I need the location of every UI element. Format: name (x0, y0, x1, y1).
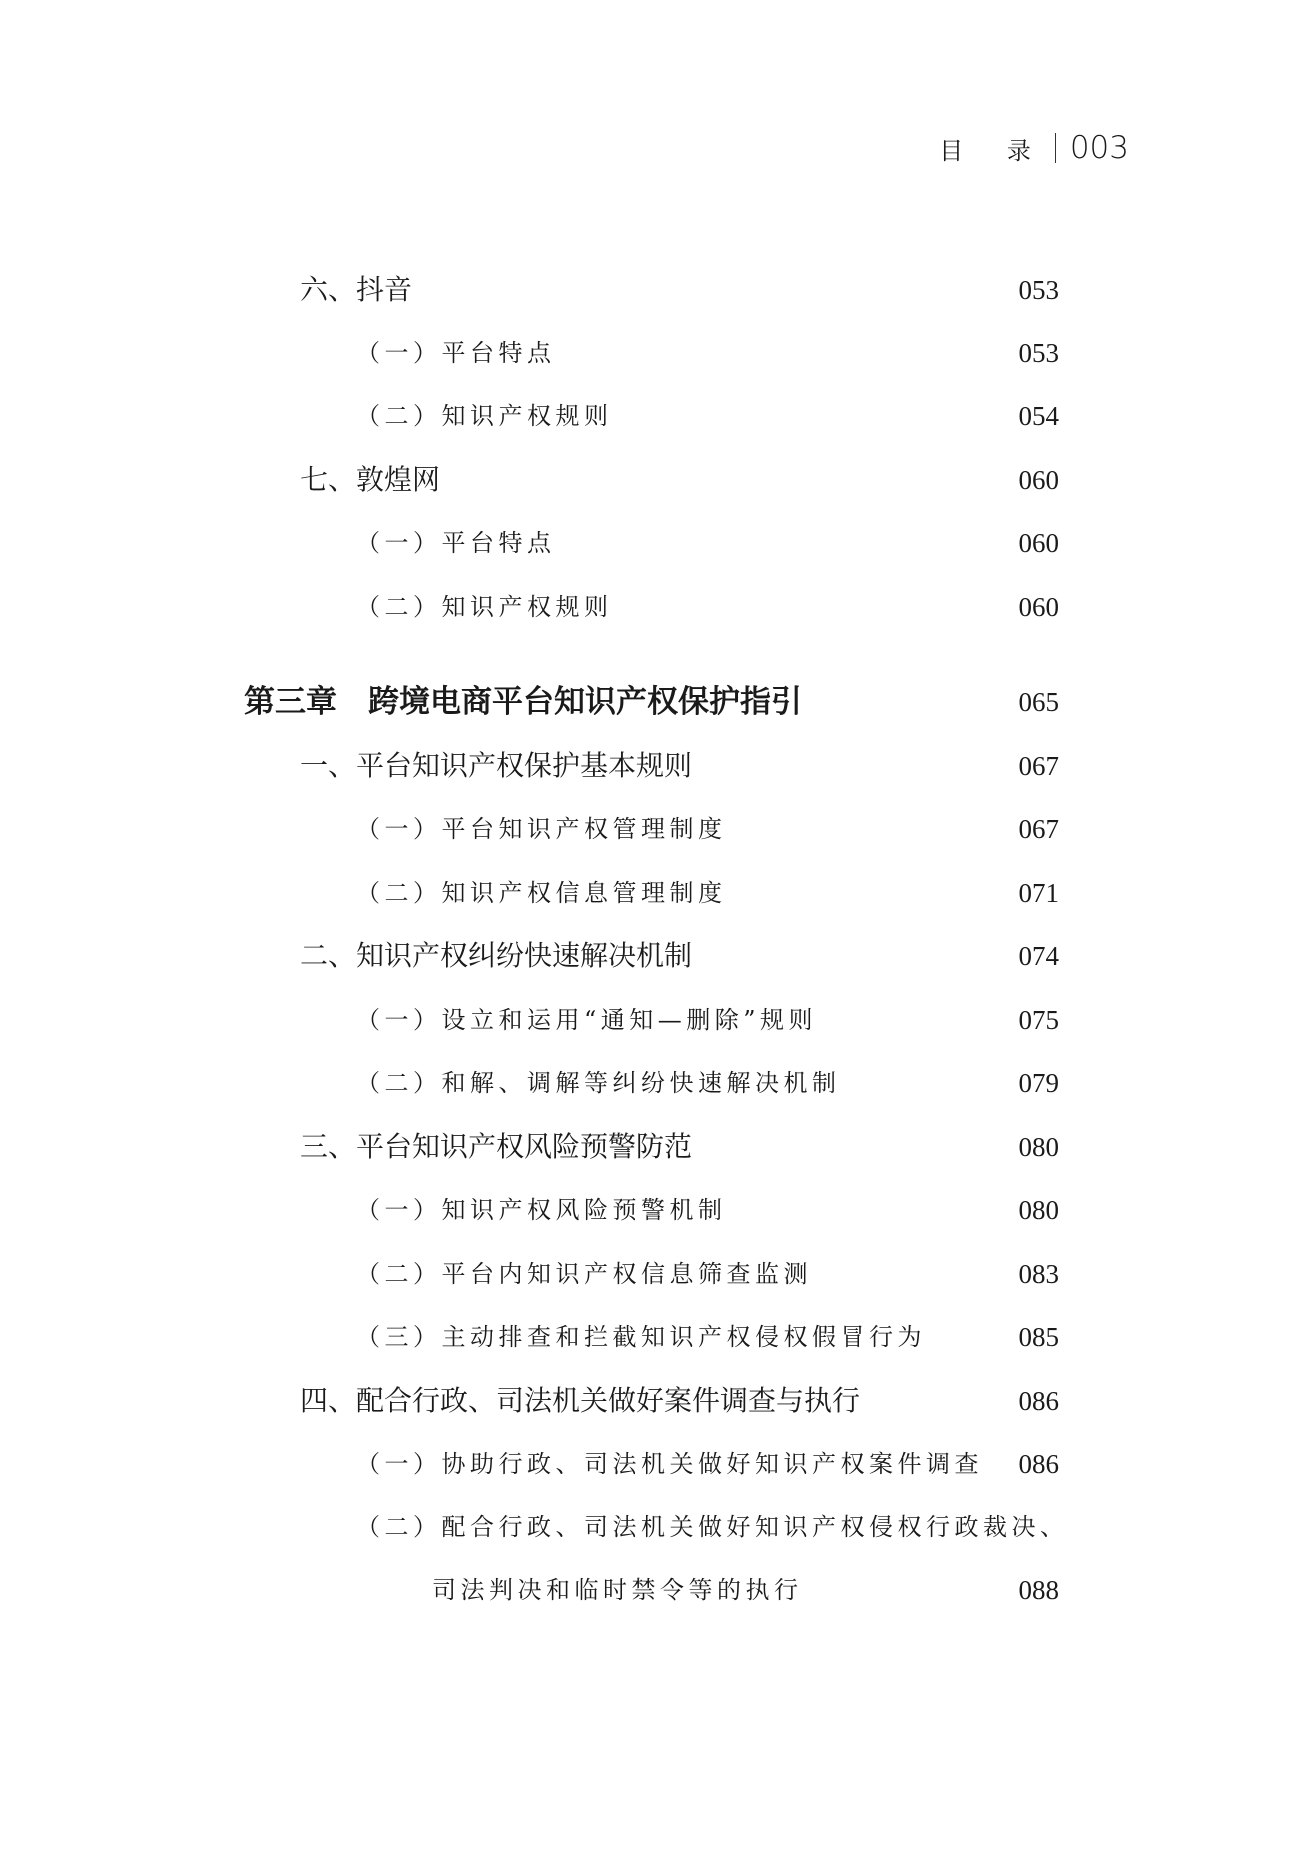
toc-entry[interactable] (0, 1250, 1292, 1298)
toc-entry-page: 074 (1018, 941, 1059, 971)
toc-entry-label: 一、平台知识产权保护基本规则 (300, 749, 693, 782)
toc-entry-page: 053 (1018, 275, 1059, 305)
toc-entry-label: （二）知识产权信息管理制度 (356, 879, 727, 907)
toc-entry-label: 七、敦煌网 (300, 463, 441, 496)
toc-entry-page: 086 (1018, 1449, 1059, 1479)
toc-entry[interactable] (0, 266, 1292, 314)
toc-entry[interactable] (0, 1440, 1292, 1488)
toc-entry[interactable] (0, 1503, 1292, 1551)
toc-entry[interactable] (0, 1186, 1292, 1234)
toc-entry-page: 085 (1018, 1322, 1059, 1352)
toc-entry-label: 二、知识产权纠纷快速解决机制 (300, 939, 693, 972)
toc-entry-page: 060 (1018, 528, 1059, 558)
toc-entry[interactable] (0, 742, 1292, 790)
toc-entry[interactable] (0, 805, 1292, 853)
toc-entry[interactable] (0, 932, 1292, 980)
toc-entry-label: （一）知识产权风险预警机制 (356, 1196, 727, 1224)
toc-entry-page: 067 (1018, 751, 1059, 781)
toc-entry-label: （一）平台特点 (356, 529, 556, 557)
toc-entry-page: 060 (1018, 465, 1059, 495)
toc-entry[interactable] (0, 1059, 1292, 1107)
toc-entry-page: 079 (1018, 1068, 1059, 1098)
toc-entry-page: 080 (1018, 1195, 1059, 1225)
toc-entry-page: 065 (1018, 687, 1059, 717)
toc-entry[interactable] (0, 329, 1292, 377)
toc-entry-label: （二）知识产权规则 (356, 402, 613, 430)
toc-entry[interactable] (0, 1123, 1292, 1171)
toc-entry-page: 071 (1018, 878, 1059, 908)
header-title: 目 录 (939, 136, 1049, 165)
toc-entry[interactable] (0, 392, 1292, 440)
toc-entry-label: （二）知识产权规则 (356, 593, 613, 621)
toc-entry-page: 067 (1018, 814, 1059, 844)
toc-entry-label: 司法判决和临时禁令等的执行 (432, 1576, 803, 1604)
toc-entry-page: 054 (1018, 401, 1059, 431)
toc-entry[interactable] (0, 456, 1292, 504)
toc-entry-label: （二）平台内知识产权信息筛查监测 (356, 1260, 812, 1288)
header-page-number: 003 (1069, 130, 1129, 166)
toc-entry-page: 053 (1018, 338, 1059, 368)
toc-entry-page: 080 (1018, 1132, 1059, 1162)
toc-entry-label: 三、平台知识产权风险预警防范 (300, 1130, 693, 1163)
toc-entry-page: 075 (1018, 1005, 1059, 1035)
toc-chapter-label: 第三章 跨境电商平台知识产权保护指引 (244, 684, 802, 720)
toc-chapter[interactable] (0, 678, 1292, 726)
toc-entry-label: （二）配合行政、司法机关做好知识产权侵权行政裁决、 (356, 1513, 1069, 1541)
toc-entry[interactable] (0, 869, 1292, 917)
toc-entry-continuation[interactable] (0, 1566, 1292, 1614)
toc-entry-label: （一）平台知识产权管理制度 (356, 815, 727, 843)
toc-entry[interactable] (0, 1313, 1292, 1361)
toc-entry-page: 060 (1018, 592, 1059, 622)
toc-entry-label: （一）协助行政、司法机关做好知识产权案件调查 (356, 1450, 983, 1478)
toc-entry-label: （二）和解、调解等纠纷快速解决机制 (356, 1069, 841, 1097)
toc-entry-label: 四、配合行政、司法机关做好案件调查与执行 (300, 1384, 861, 1417)
toc-entry-page: 086 (1018, 1386, 1059, 1416)
toc-entry-label: 六、抖音 (300, 273, 413, 306)
toc-entry-page: 083 (1018, 1259, 1059, 1289)
toc-entry-page: 088 (1018, 1575, 1059, 1605)
toc-entry-label: （三）主动排查和拦截知识产权侵权假冒行为 (356, 1323, 926, 1351)
toc-entry-label: （一）设立和运用“通知—删除”规则 (356, 1006, 818, 1034)
toc-entry[interactable] (0, 583, 1292, 631)
toc-entry[interactable] (0, 996, 1292, 1044)
toc-entry[interactable] (0, 1377, 1292, 1425)
toc-entry-label: （一）平台特点 (356, 339, 556, 367)
toc-entry[interactable] (0, 519, 1292, 567)
